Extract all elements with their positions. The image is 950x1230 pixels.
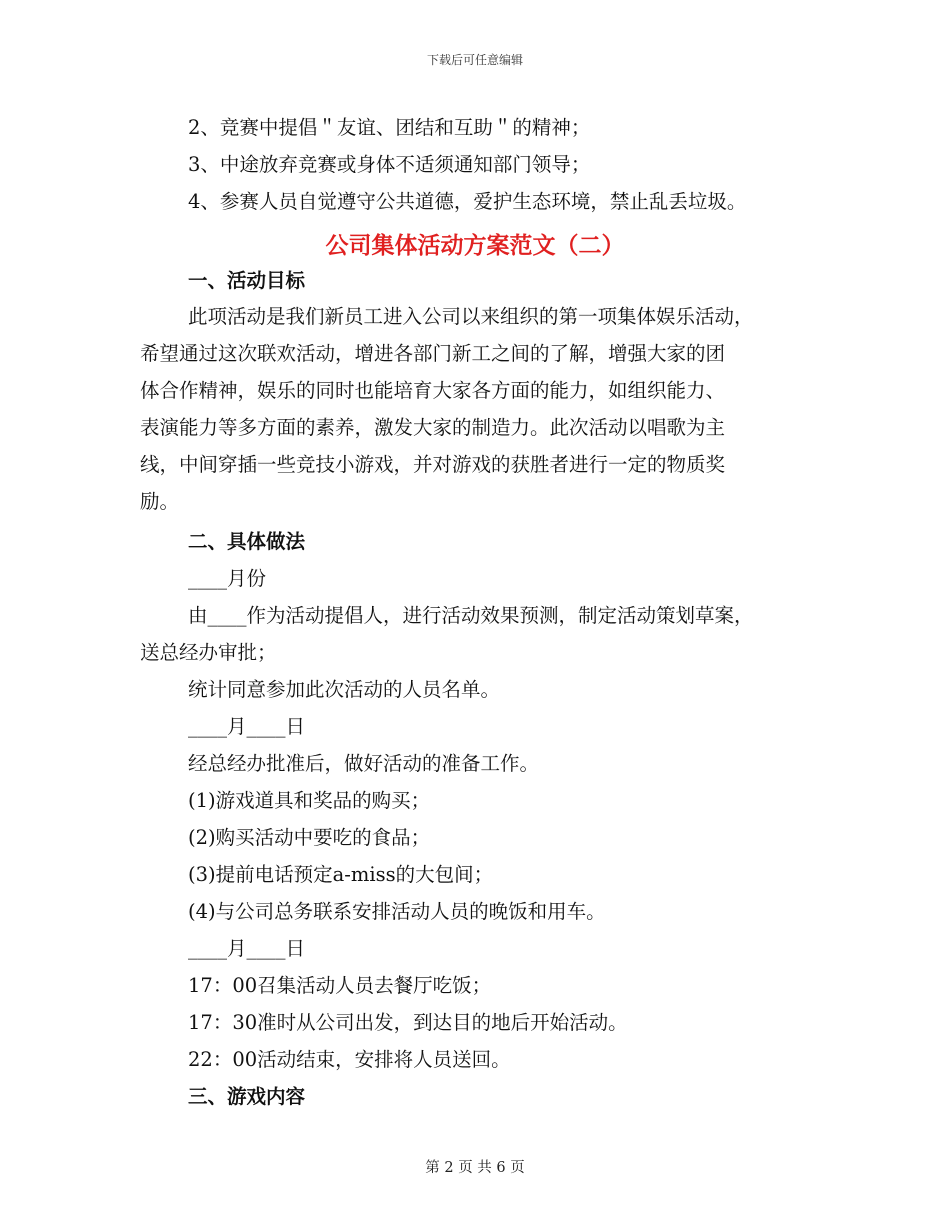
schedule-item: 17：30准时从公司出发，到达目的地后开始活动。 xyxy=(188,1011,628,1034)
date-blank: ____月____日 xyxy=(188,937,306,960)
stats-line: 统计同意参加此次活动的人员名单。 xyxy=(188,678,501,701)
schedule-item: 22：00活动结束，安排将人员送回。 xyxy=(188,1048,511,1071)
section-heading-method: 二、具体做法 xyxy=(188,530,306,553)
prep-item: (1)游戏道具和奖品的购买； xyxy=(188,789,431,812)
schedule-item: 17：00召集活动人员去餐厅吃饭； xyxy=(188,974,492,997)
rule-item-2: 2、竞赛中提倡＂友谊、团结和互助＂的精神； xyxy=(188,116,591,139)
rule-item-3: 3、中途放弃竞赛或身体不适须通知部门领导； xyxy=(188,153,591,176)
paragraph-line: 体合作精神，娱乐的同时也能培育大家各方面的能力，如组织能力、 xyxy=(140,379,726,402)
page-footer-number: 第 2 页 共 6 页 xyxy=(425,1160,525,1176)
proposal-line: 送总经办审批； xyxy=(140,641,277,664)
section-heading-goals: 一、活动目标 xyxy=(188,269,306,292)
page-header-note: 下载后可任意编辑 xyxy=(426,53,523,67)
paragraph-line: 表演能力等多方面的素养，激发大家的制造力。此次活动以唱歌为主 xyxy=(140,416,726,439)
prep-item: (3)提前电话预定a-miss的大包间； xyxy=(188,863,494,886)
prep-line: 经总经办批准后，做好活动的准备工作。 xyxy=(188,752,540,775)
prep-item: (4)与公司总务联系安排活动人员的晚饭和用车。 xyxy=(188,900,606,923)
paragraph-line: 线，中间穿插一些竞技小游戏，并对游戏的获胜者进行一定的物质奖 xyxy=(140,453,726,476)
paragraph-line: 励。 xyxy=(140,490,180,513)
month-blank: ____月份 xyxy=(188,567,267,590)
section-heading-games: 三、游戏内容 xyxy=(188,1085,306,1108)
rule-item-4: 4、参赛人员自觉遵守公共道德，爱护生态环境，禁止乱丢垃圾。 xyxy=(188,190,747,213)
paragraph-line: 希望通过这次联欢活动，增进各部门新工之间的了解，增强大家的团 xyxy=(140,342,726,365)
document-title: 公司集体活动方案范文（二） xyxy=(325,232,625,259)
date-blank: ____月____日 xyxy=(188,715,306,738)
prep-item: (2)购买活动中要吃的食品； xyxy=(188,826,431,849)
proposal-line: 由____作为活动提倡人，进行活动效果预测，制定活动策划草案， xyxy=(188,604,754,627)
paragraph-line: 此项活动是我们新员工进入公司以来组织的第一项集体娱乐活动， xyxy=(188,305,754,328)
